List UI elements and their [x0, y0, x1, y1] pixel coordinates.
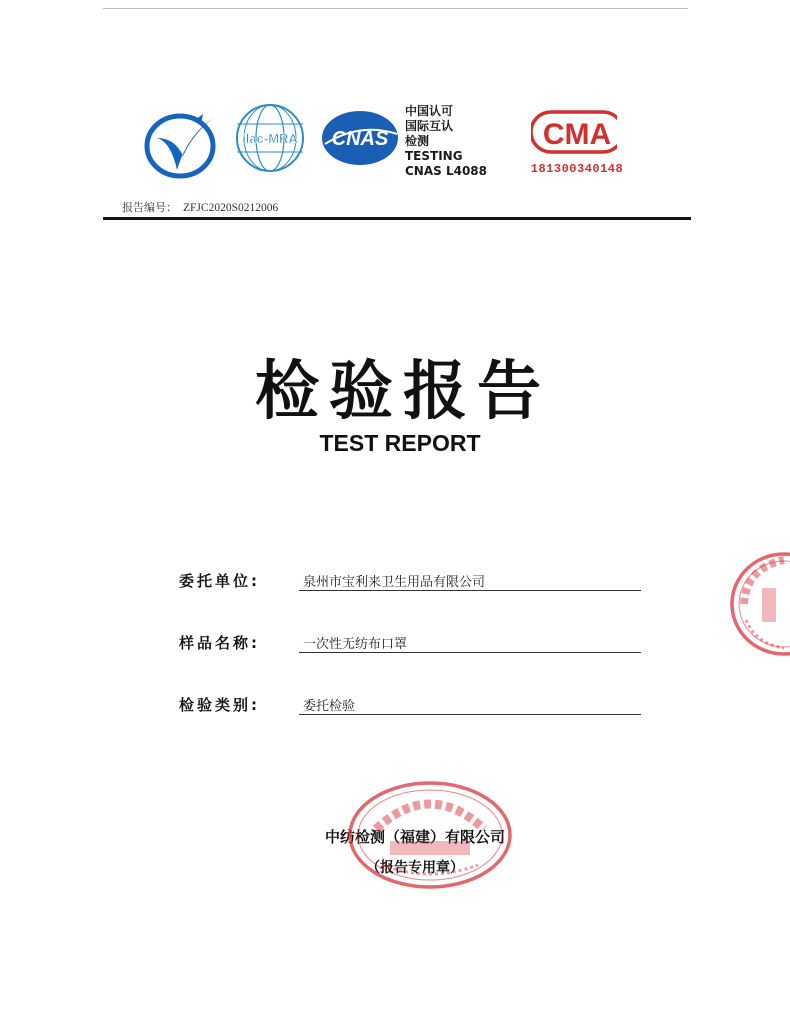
field-value: 泉州市宝利来卫生用品有限公司	[303, 575, 486, 590]
cnas-line: 国际互认	[405, 119, 454, 133]
top-divider	[103, 8, 688, 9]
header-divider	[103, 217, 691, 220]
swoosh-logo-icon	[143, 108, 217, 180]
report-number	[122, 199, 278, 215]
issuing-company: 中纺检测（福建）有限公司	[324, 828, 505, 846]
partial-seal-icon	[728, 548, 790, 660]
cnas-logo-text: CNAS	[331, 128, 389, 150]
page-subtitle: TEST REPORT	[319, 430, 481, 456]
cnas-logo-icon	[319, 108, 401, 168]
cnas-line: CNAS L4088	[405, 164, 488, 178]
field-underline	[299, 590, 641, 591]
ilac-logo-text: ilac-MRA	[242, 131, 298, 146]
cnas-line: 检测	[405, 134, 430, 148]
cma-number: 181300340148	[530, 162, 624, 176]
field-label: 检验类别:	[179, 696, 260, 714]
field-value: 一次性无纺布口罩	[303, 637, 408, 652]
field-underline	[299, 652, 641, 653]
seal-label: （报告专用章）	[366, 860, 464, 876]
page-title: 检验报告	[255, 355, 551, 429]
report-number-value: ZFJC2020S0212006	[183, 202, 279, 214]
field-label: 样品名称:	[179, 634, 260, 652]
report-number-label: 报告编号：	[122, 201, 177, 214]
cma-logo-icon	[531, 108, 617, 156]
ilac-mra-logo-icon	[234, 102, 306, 174]
official-seal-icon	[346, 779, 514, 891]
cnas-line: TESTING	[405, 149, 463, 163]
cma-logo-text: CMA	[542, 118, 612, 151]
field-underline	[299, 714, 641, 715]
cnas-accreditation-text	[405, 104, 487, 179]
field-value: 委托检验	[303, 699, 356, 714]
field-label: 委托单位:	[179, 572, 260, 590]
cnas-line: 中国认可	[405, 104, 454, 118]
